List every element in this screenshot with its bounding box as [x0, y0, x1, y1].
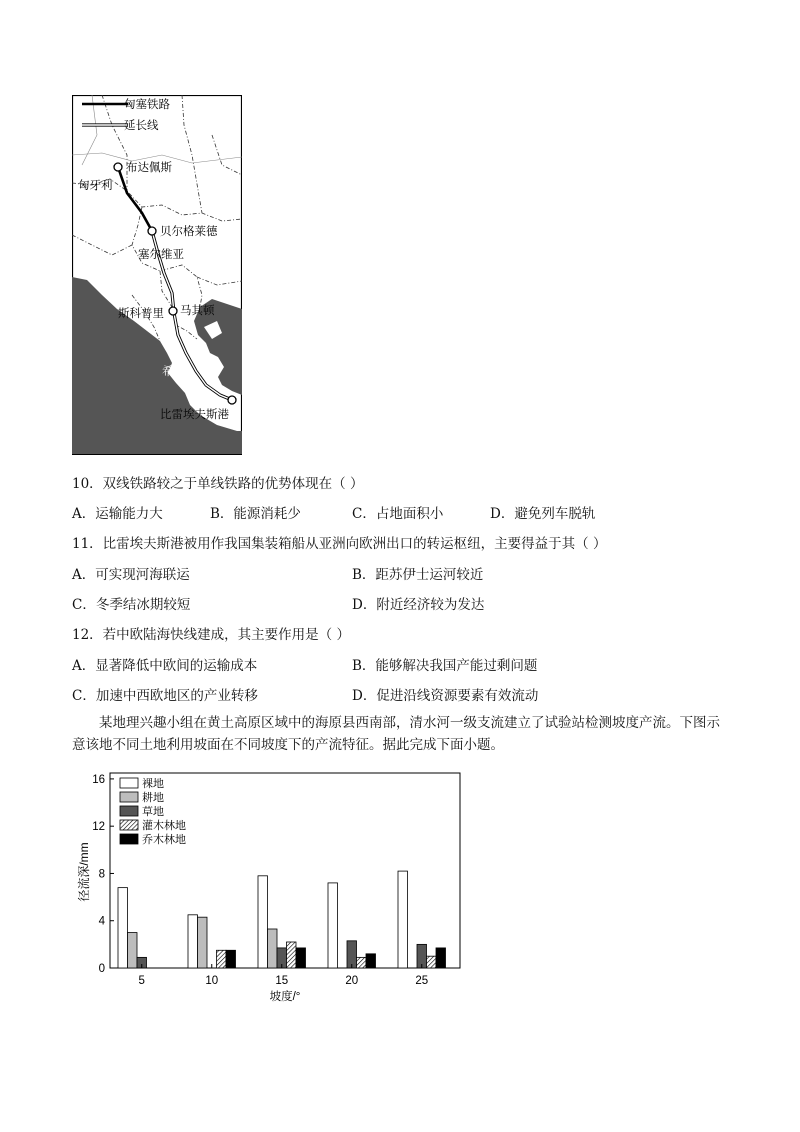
q12-option-c: C．加速中西欧地区的产业转移: [72, 688, 258, 704]
belgrade-label: 贝尔格莱德: [160, 226, 218, 238]
bar-3-cat-20: [347, 941, 357, 968]
question-12-stem: 12．若中欧陆海快线建成，其主要作用是（ ）: [72, 627, 350, 643]
bar-1-cat-25: [398, 871, 408, 968]
legend-swatch: [120, 806, 138, 816]
x-tick-label: 15: [275, 975, 289, 987]
q12-option-a: A．显著降低中欧间的运输成本: [72, 658, 258, 674]
bar-4-cat-15: [287, 942, 297, 968]
y-tick-label: 0: [98, 963, 105, 975]
q11-option-a: A．可实现河海联运: [72, 567, 190, 583]
piraeus-label: 比雷埃夫斯港: [160, 409, 229, 421]
q10-option-a: A．运输能力大: [72, 506, 163, 522]
hungary-label: 匈牙利: [78, 180, 113, 192]
serbia-label: 塞尔维亚: [138, 249, 184, 261]
q11-option-b: B．距苏伊士运河较近: [352, 567, 484, 583]
belgrade-marker: [148, 227, 156, 235]
legend-railway-label: 匈塞铁路: [124, 99, 170, 111]
bar-4-cat-20: [357, 957, 367, 968]
x-tick-label: 20: [345, 975, 359, 987]
x-tick-label: 25: [415, 975, 429, 987]
bar-2-cat-10: [198, 917, 208, 968]
y-tick-label: 4: [98, 915, 105, 928]
bar-5-cat-20: [366, 954, 376, 968]
piraeus-marker: [228, 396, 236, 404]
x-tick-label: 10: [205, 975, 219, 987]
runoff-bar-chart: [70, 768, 470, 1008]
x-tick-label: 5: [138, 975, 145, 987]
q12-option-d: D．促进沿线资源要素有效流动: [352, 688, 539, 704]
y-tick-label: 8: [98, 868, 105, 881]
legend-extension-label: 延长线: [124, 120, 159, 132]
bar-5-cat-15: [296, 948, 306, 968]
q10-option-c: C．占地面积小: [352, 506, 444, 522]
y-tick-label: 12: [92, 821, 105, 834]
intro-paragraph: 某地理兴趣小组在黄土高原区域中的海原县西南部，清水河一级支流建立了试验站检测坡度产流。下图示意该地不同土地利用坡面在不同坡度下的产流特征。据此完成下面小题。: [72, 715, 720, 753]
bar-1-cat-5: [118, 888, 128, 968]
bar-2-cat-5: [128, 933, 138, 968]
legend-swatch: [120, 778, 138, 788]
q10-option-b: B．能源消耗少: [210, 506, 301, 522]
bar-1-cat-15: [258, 876, 268, 968]
budapest-marker: [114, 163, 122, 171]
bar-4-cat-25: [427, 956, 437, 968]
question-11-stem: 11．比雷埃夫斯港被用作我国集装箱船从亚洲向欧洲出口的转运枢纽，主要得益于其（ ）: [72, 536, 607, 552]
legend-label: 灌木林地: [142, 820, 186, 832]
legend-label: 乔木林地: [142, 834, 186, 846]
legend-swatch: [120, 792, 138, 802]
bar-2-cat-15: [268, 929, 278, 968]
skopje-label: 斯科普里: [118, 308, 164, 320]
q10-option-d: D．避免列车脱轨: [490, 506, 596, 522]
y-tick-label: 16: [92, 773, 105, 786]
legend-label: 耕地: [142, 792, 164, 804]
skopje-marker: [169, 307, 177, 315]
x-axis-label: 坡度/°: [269, 991, 301, 1003]
bar-5-cat-10: [226, 950, 236, 968]
bar-1-cat-10: [188, 915, 198, 968]
y-axis-label: 径流深/mm: [77, 842, 91, 902]
budapest-label: 布达佩斯: [126, 162, 172, 174]
legend-label: 裸地: [142, 778, 164, 790]
legend-label: 草地: [142, 806, 164, 818]
legend-swatch: [120, 820, 138, 830]
q12-option-b: B．能够解决我国产能过剩问题: [352, 658, 538, 674]
legend-swatch: [120, 834, 138, 844]
greece-label: 希腊: [162, 366, 185, 378]
bar-4-cat-10: [217, 950, 227, 968]
question-10-stem: 10．双线铁路较之于单线铁路的优势体现在（ ）: [72, 476, 364, 492]
macedonia-label: 马其顿: [180, 305, 215, 317]
q11-option-d: D．附近经济较为发达: [352, 597, 485, 613]
railway-map: [72, 95, 242, 455]
bar-1-cat-20: [328, 883, 338, 968]
bar-5-cat-25: [436, 948, 446, 968]
q11-option-c: C．冬季结冰期较短: [72, 597, 191, 613]
